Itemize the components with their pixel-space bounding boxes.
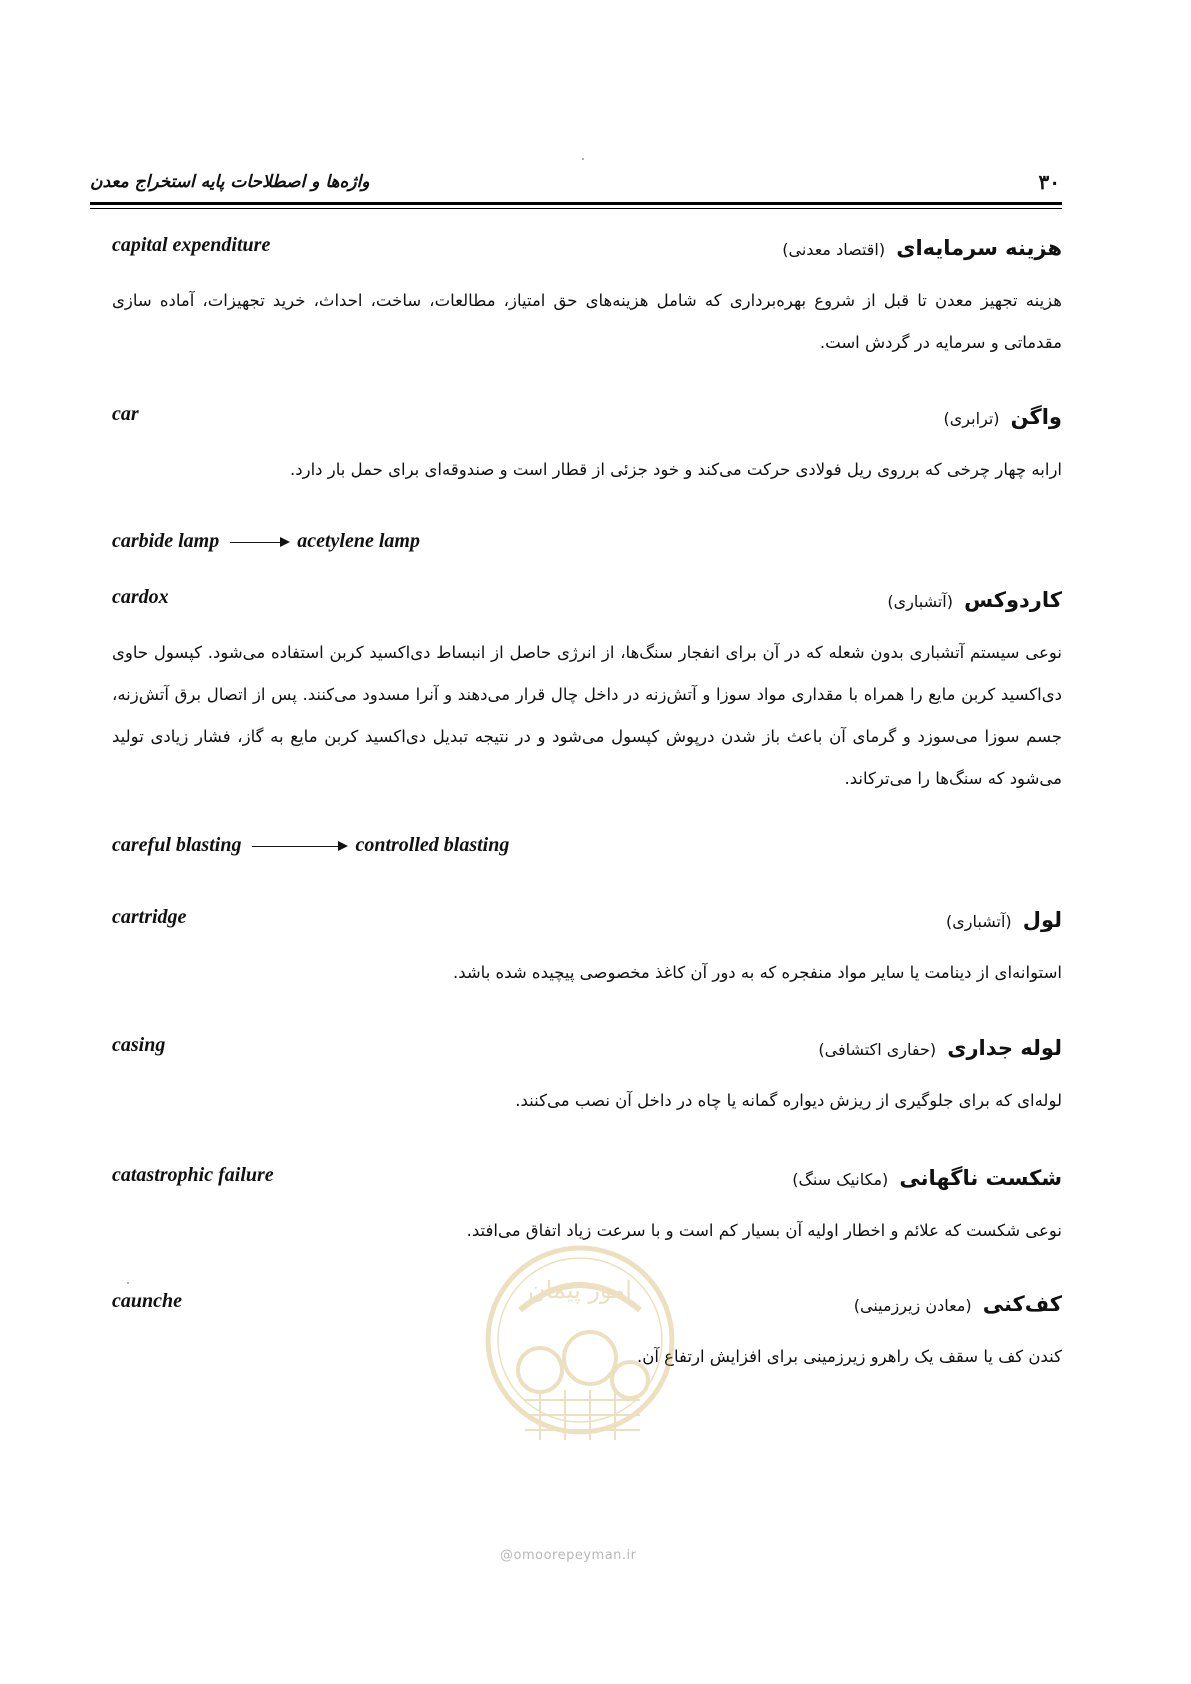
entry-term-fa xyxy=(782,236,1062,260)
entry-term-fa xyxy=(887,588,1062,612)
crossref-from: careful blasting xyxy=(112,834,242,856)
watermark-logo-icon xyxy=(480,1240,680,1470)
entry-term-fa-word: هزینه سرمایه‌ای xyxy=(896,236,1062,260)
entry-term-fa-word: شکست ناگهانی xyxy=(899,1166,1062,1190)
header-rule-thin xyxy=(90,208,1062,209)
page-number: ۳۰ xyxy=(1038,170,1060,194)
entry-field: (آتشباری) xyxy=(946,912,1012,931)
entry-field: (مکانیک سنگ) xyxy=(792,1170,889,1189)
arrow-icon xyxy=(230,542,288,544)
page-header xyxy=(90,170,1060,202)
arrow-icon xyxy=(252,846,346,848)
header-rule-thick xyxy=(90,202,1062,205)
entry-term-fa xyxy=(944,405,1062,429)
entry-field: (اقتصاد معدنی) xyxy=(782,240,886,259)
entry-term-fa-word: لول xyxy=(1022,908,1062,932)
entry-definition: نوعی شکست که علائم و اخطار اولیه آن بسیار کم است و با سرعت زیاد اتفاق می‌افتد. xyxy=(466,1221,1062,1240)
entry-term-en: capital expenditure xyxy=(112,234,271,256)
entry-term-fa xyxy=(854,1292,1062,1316)
crossref-to: controlled blasting xyxy=(355,834,510,856)
speck xyxy=(127,1282,129,1284)
entry-term-en: caunche xyxy=(112,1290,182,1312)
entry-field: (آتشباری) xyxy=(887,592,953,611)
watermark-site: @omoorepeyman.ir xyxy=(500,1548,637,1563)
cross-reference xyxy=(112,834,509,857)
crossref-from: carbide lamp xyxy=(112,530,220,552)
entry-term-fa-word: کف‌کنی xyxy=(982,1292,1062,1316)
entry-term-en: cardox xyxy=(112,586,169,608)
entry-definition: ارابه چهار چرخی که برروی ریل فولادی حرکت می‌کند و خود جزئی از قطار است و صندوقه‌ای برای حمل بار دارد. xyxy=(290,460,1062,479)
crossref-to: acetylene lamp xyxy=(297,530,420,552)
entry-term-fa xyxy=(946,908,1062,932)
entry-term-en: catastrophic failure xyxy=(112,1164,274,1186)
entry-field: (ترابری) xyxy=(943,409,1000,428)
entry-term-fa xyxy=(818,1036,1062,1060)
entry-term-en: casing xyxy=(112,1034,166,1056)
watermark-site-text: omoorepeyman.ir xyxy=(513,1548,637,1563)
speck xyxy=(582,158,584,160)
entry-term-fa xyxy=(792,1166,1062,1190)
entry-term-fa-word: واگن xyxy=(1010,405,1062,429)
entry-term-fa-word: لوله جداری xyxy=(947,1036,1062,1060)
entry-term-en: cartridge xyxy=(112,906,187,928)
running-title: واژه‌ها و اصطلاحات پایه استخراج معدن xyxy=(90,172,370,192)
entry-definition: نوعی سیستم آتشباری بدون شعله که در آن برای انفجار سنگ‌ها، از انرژی حاصل از انبساط دی‌اکسید کربن استفاده می‌شود. کپسول حاوی دی‌اکسید کربن مایع را همراه با مقداری مواد سوزا و آتش‌زنه در داخل چال قرار می‌دهند و آنرا مسدود می‌کنند. پس از اتصال برق آتش‌زنه، جسم سوزا می‌سوزد و گرمای آن باعث باز شدن درپوش کپسول می‌شود و در نتیجه تبدیل دی‌اکسید کربن مایع به گاز، فشار زیادی تولید می‌شود که سنگ‌ها را می‌ترکاند. xyxy=(112,643,1062,788)
cross-reference xyxy=(112,530,420,553)
entry-definition: لوله‌ای که برای جلوگیری از ریزش دیواره گمانه یا چاه در داخل آن نصب می‌کنند. xyxy=(515,1091,1062,1110)
entry-term-fa-word: کاردوکس xyxy=(964,588,1062,612)
entry-definition: کندن کف یا سقف یک راهرو زیرزمینی برای افزایش ارتفاع آن. xyxy=(636,1347,1062,1366)
entry-term-en: car xyxy=(112,403,139,425)
entry-definition: استوانه‌ای از دینامت یا سایر مواد منفجره که به دور آن کاغذ مخصوصی پیچیده شده باشد. xyxy=(452,963,1062,982)
entry-field: (حفاری اکتشافی) xyxy=(818,1040,937,1059)
entry-definition: هزینه تجهیز معدن تا قبل از شروع بهره‌برداری که شامل هزینه‌های حق امتیاز، مطالعات، ساخت، احداث، خرید تجهیزات، آماده سازی مقدماتی و سرمایه در گردش است. xyxy=(112,291,1062,352)
entry-field: (معادن زیرزمینی) xyxy=(853,1296,972,1315)
watermark-logo-text: امور پیمان xyxy=(528,1276,632,1304)
